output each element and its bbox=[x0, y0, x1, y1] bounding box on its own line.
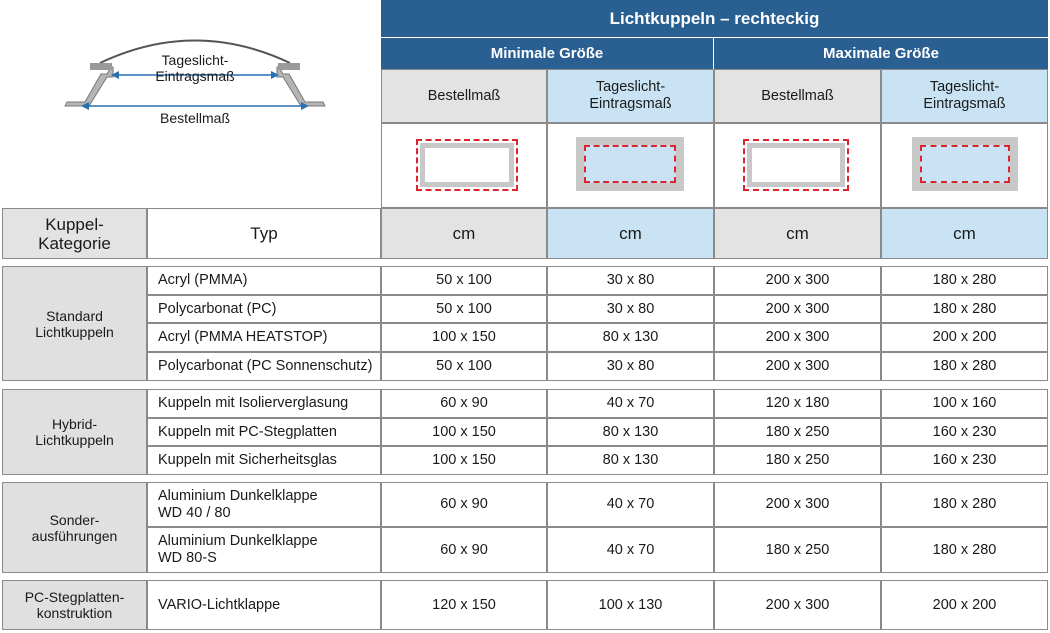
table-cell: 180 x 280 bbox=[881, 527, 1048, 573]
table-cell: 100 x 150 bbox=[381, 446, 547, 475]
order-size-frame-icon bbox=[743, 139, 849, 191]
table-cell: 80 x 130 bbox=[547, 323, 714, 352]
category-name: Lichtkuppeln bbox=[35, 432, 114, 448]
group-header-min: Minimale Größe bbox=[381, 37, 714, 69]
type-line2: WD 80-S bbox=[158, 550, 217, 566]
skylight-diagram bbox=[55, 30, 335, 140]
table-row-type: Kuppeln mit Isolierverglasung bbox=[147, 389, 381, 418]
table-cell: 200 x 200 bbox=[881, 580, 1048, 630]
category-sonder bbox=[2, 482, 147, 573]
daylight-frame-icon bbox=[576, 137, 684, 191]
table-cell: 40 x 70 bbox=[547, 527, 714, 573]
table-cell: 40 x 70 bbox=[547, 389, 714, 418]
column-header-type: Typ bbox=[147, 208, 381, 259]
table-cell: 180 x 280 bbox=[881, 482, 1048, 527]
icon-cell-3 bbox=[714, 123, 881, 208]
order-size-frame-icon bbox=[416, 139, 518, 191]
table-cell: 80 x 130 bbox=[547, 418, 714, 446]
table-cell: 180 x 280 bbox=[881, 266, 1048, 295]
table-cell: 200 x 300 bbox=[714, 352, 881, 381]
table-cell: 180 x 280 bbox=[881, 295, 1048, 323]
subheader-label: Tageslicht-Eintragsmaß bbox=[589, 79, 672, 112]
category-name: Lichtkuppeln bbox=[35, 323, 114, 340]
table-row-type: VARIO-Lichtklappe bbox=[147, 580, 381, 630]
table-cell: 200 x 300 bbox=[714, 482, 881, 527]
icon-cell-4 bbox=[881, 123, 1048, 208]
table-cell: 200 x 300 bbox=[714, 295, 881, 323]
category-header-line1: Kuppel- bbox=[45, 214, 104, 234]
table-cell: 160 x 230 bbox=[881, 418, 1048, 446]
subheader-min-bestellmass bbox=[381, 69, 547, 123]
table-cell: 160 x 230 bbox=[881, 446, 1048, 475]
table-cell: 180 x 250 bbox=[714, 446, 881, 475]
subheader-label: Bestellmaß bbox=[427, 87, 501, 104]
diagram-label-outer: Bestellmaß bbox=[159, 110, 231, 126]
table-cell: 100 x 160 bbox=[881, 389, 1048, 418]
category-name: PC-Stegplatten- bbox=[24, 589, 125, 605]
table-cell: 30 x 80 bbox=[547, 266, 714, 295]
category-name: Hybrid- bbox=[51, 416, 98, 432]
table-cell: 80 x 130 bbox=[547, 446, 714, 475]
table-cell: 100 x 150 bbox=[381, 323, 547, 352]
table-cell: 200 x 300 bbox=[714, 266, 881, 295]
table-title: Lichtkuppeln – rechteckig bbox=[381, 0, 1048, 37]
category-header-line2: Kategorie bbox=[38, 233, 111, 253]
category-name: ausführungen bbox=[31, 527, 118, 544]
table-cell: 50 x 100 bbox=[381, 295, 547, 323]
category-name: Standard bbox=[46, 307, 103, 324]
category-standard bbox=[2, 266, 147, 381]
type-line1: Aluminium Dunkelklappe bbox=[158, 533, 318, 549]
table-cell: 50 x 100 bbox=[381, 266, 547, 295]
subheader-label: Bestellmaß bbox=[761, 87, 834, 104]
table-cell: 30 x 80 bbox=[547, 295, 714, 323]
subheader-max-bestellmass bbox=[714, 69, 881, 123]
icon-cell-1 bbox=[381, 123, 547, 208]
table-row-type: Kuppeln mit PC-Stegplatten bbox=[147, 418, 381, 446]
diagram-label-inner-line1: Tageslicht- bbox=[161, 52, 229, 68]
table-row-type bbox=[147, 527, 381, 573]
type-line2: WD 40 / 80 bbox=[158, 504, 231, 521]
group-header-max: Maximale Größe bbox=[714, 37, 1048, 69]
table-cell: 120 x 180 bbox=[714, 389, 881, 418]
icon-cell-2 bbox=[547, 123, 714, 208]
table-row-type: Acryl (PMMA) bbox=[147, 266, 381, 295]
table-cell: 180 x 250 bbox=[714, 418, 881, 446]
table-row-type bbox=[147, 482, 381, 527]
category-name: Sonder- bbox=[49, 511, 100, 528]
unit-cell-4: cm bbox=[881, 208, 1048, 259]
column-header-category bbox=[2, 208, 147, 259]
subheader-label: Tageslicht-Eintragsmaß bbox=[923, 79, 1006, 112]
table-cell: 60 x 90 bbox=[381, 527, 547, 573]
table-row-type: Polycarbonat (PC Sonnenschutz) bbox=[147, 352, 381, 381]
unit-cell-1: cm bbox=[381, 208, 547, 259]
table-cell: 200 x 200 bbox=[881, 323, 1048, 352]
unit-cell-2: cm bbox=[547, 208, 714, 259]
category-name: konstruktion bbox=[36, 605, 113, 621]
category-hybrid bbox=[2, 389, 147, 475]
table-cell: 200 x 300 bbox=[714, 323, 881, 352]
diagram-label-inner bbox=[135, 52, 255, 84]
table-cell: 100 x 150 bbox=[381, 418, 547, 446]
table-cell: 100 x 130 bbox=[547, 580, 714, 630]
table-cell: 40 x 70 bbox=[547, 482, 714, 527]
subheader-min-tageslicht bbox=[547, 69, 714, 123]
table-cell: 60 x 90 bbox=[381, 389, 547, 418]
table-row-type: Kuppeln mit Sicherheitsglas bbox=[147, 446, 381, 475]
daylight-frame-icon bbox=[912, 137, 1018, 191]
category-pc-stegplatten bbox=[2, 580, 147, 630]
table-cell: 180 x 280 bbox=[881, 352, 1048, 381]
table-cell: 120 x 150 bbox=[381, 580, 547, 630]
table-row-type: Acryl (PMMA HEATSTOP) bbox=[147, 323, 381, 352]
diagram-label-inner-line2: Eintragsmaß bbox=[155, 68, 235, 84]
table-cell: 200 x 300 bbox=[714, 580, 881, 630]
table-cell: 180 x 250 bbox=[714, 527, 881, 573]
table-cell: 60 x 90 bbox=[381, 482, 547, 527]
unit-cell-3: cm bbox=[714, 208, 881, 259]
table-row-type: Polycarbonat (PC) bbox=[147, 295, 381, 323]
type-line1: Aluminium Dunkelklappe bbox=[158, 487, 318, 504]
table-cell: 50 x 100 bbox=[381, 352, 547, 381]
subheader-max-tageslicht bbox=[881, 69, 1048, 123]
table-cell: 30 x 80 bbox=[547, 352, 714, 381]
